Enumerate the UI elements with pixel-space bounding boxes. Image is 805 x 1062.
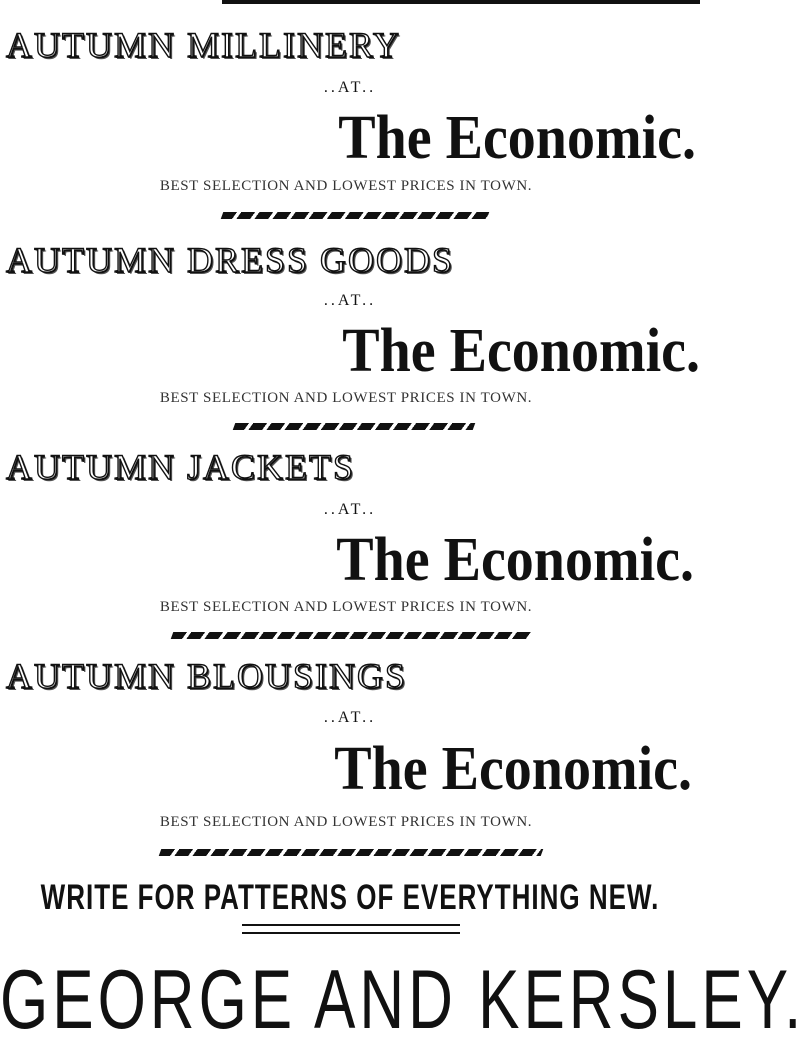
divider-rule xyxy=(171,632,532,639)
store-name: The Economic. xyxy=(342,316,700,386)
store-name: The Economic. xyxy=(334,734,692,804)
ad-section-millinery xyxy=(0,22,700,232)
at-text: ..AT.. xyxy=(323,292,377,309)
store-name: The Economic. xyxy=(338,103,696,173)
at-text: ..AT.. xyxy=(323,501,377,518)
tagline: BEST SELECTION AND LOWEST PRICES IN TOWN. xyxy=(159,178,533,194)
merchant-name: GEORGE AND KERSLEY. xyxy=(0,953,805,1047)
section-heading: AUTUMN MILLINERY xyxy=(6,25,401,65)
divider-rule xyxy=(159,849,544,856)
at-text: ..AT.. xyxy=(323,709,377,726)
top-rule xyxy=(222,0,700,4)
at-text: ..AT.. xyxy=(323,79,377,96)
write-for-patterns-line: WRITE FOR PATTERNS OF EVERYTHING NEW. xyxy=(40,876,660,918)
section-heading: AUTUMN BLOUSINGS xyxy=(6,656,408,696)
divider-rule xyxy=(233,423,476,430)
section-heading: AUTUMN DRESS GOODS xyxy=(6,240,455,280)
section-heading: AUTUMN JACKETS xyxy=(6,447,356,487)
double-rule xyxy=(242,924,460,934)
tagline: BEST SELECTION AND LOWEST PRICES IN TOWN. xyxy=(159,814,533,830)
store-name: The Economic. xyxy=(336,525,694,595)
ad-section-jackets xyxy=(0,444,700,654)
divider-rule xyxy=(221,212,490,219)
tagline: BEST SELECTION AND LOWEST PRICES IN TOWN. xyxy=(159,599,533,615)
ad-section-blousings xyxy=(0,653,700,863)
tagline: BEST SELECTION AND LOWEST PRICES IN TOWN. xyxy=(159,390,533,406)
ad-section-dress-goods xyxy=(0,237,700,447)
